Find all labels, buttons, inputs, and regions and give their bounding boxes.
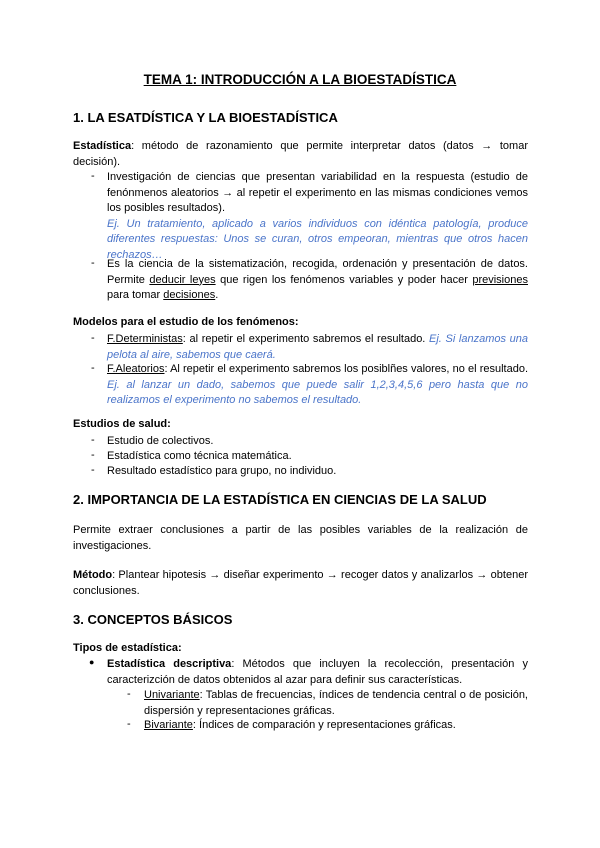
bullet-text: : al repetir el experimento sabremos el resultado. [182,333,430,345]
bullet-text: Es la ciencia de la sistematización, recogida, ordenación y presentación de datos. Permite [107,258,528,286]
list-item: Estudio de colectivos. [107,435,214,447]
bullet-text: Investigación de ciencias que presentan variabilidad en la respuesta (estudio de fenónmenos aleatorios → al repetir el experimento en las mismas condiciones vemos los posibles resultados). [107,171,528,214]
dash-marker: - [91,170,95,182]
underlined-term: deducir leyes [149,273,216,286]
list-item [144,718,528,734]
underlined-term: previsiones [472,273,528,286]
list-item: Estadística como técnica matemática. [107,450,292,462]
bullet-text: que rigen los fenómenos variables y poder hacer [215,273,473,286]
health-heading-text: Estudios de salud [73,418,168,430]
dash-marker: - [127,688,131,700]
dash-marker: - [91,464,95,476]
types-heading: Tipos de estadística: [73,642,182,654]
paragraph: Permite extraer conclusiones a partir de las posibles variables de la realización de investigaciones. [73,524,528,552]
descriptive-term: Estadística descriptiva [107,658,232,670]
example-text: Ej. Un tratamiento, aplicado a varios individuos con idéntica patología, produce diferentes respuestas: Unos se curan, otros empeoran, mientras que otros hacen rechazos… [107,217,528,261]
dash-marker: - [91,362,95,374]
bullet-dot: ● [89,657,95,667]
bullet-text: para tomar [107,289,164,301]
section-3-heading: 3. CONCEPTOS BÁSICOS [73,612,233,627]
dash-marker: - [91,449,95,461]
models-heading: Modelos para el estudio de los fenómenos: [73,316,299,328]
underlined-term: F.Aleatorios [107,363,165,375]
method-text: : Plantear hipotesis → diseñar experimento → recoger datos y analizarlos → obtener conclusiones. [73,569,528,597]
section-1-heading: 1. LA ESATDÍSTICA Y LA BIOESTADÍSTICA [73,110,338,125]
underlined-term: Univariante [144,689,200,701]
bullet-text: : Tablas de frecuencias, índices de tendencia central o de posición, dispersión y representaciones gráficas. [144,689,528,717]
bullet-text: : Índices de comparación y representaciones gráficas. [192,719,456,731]
list-item [107,257,528,304]
dash-marker: - [91,257,95,269]
list-item [107,362,528,409]
method-paragraph [73,568,528,599]
estadistica-definition-text: : método de razonamiento que permite interpretar datos (datos → tomar decisión). [73,140,528,168]
underlined-term: Bivariante [144,719,193,731]
bullet-text: : Al repetir el experimento sabremos los posiblñes valores, no el resultado. [164,363,528,375]
section-2-heading: 2. IMPORTANCIA DE LA ESTADÍSTICA EN CIENCIAS DE LA SALUD [73,492,487,507]
example-text: Ej. al lanzar un dado, sabemos que puede salir 1,2,3,4,5,6 pero hasta que no realizamos el experimento no sabemos el resultado. [107,378,528,406]
bullet-text: . [215,289,219,301]
list-item [107,657,528,688]
health-heading: Estudios de salud: [73,418,171,430]
models-heading-text: Modelos para el estudio de los fenómenos [73,316,295,328]
underlined-term: decisiones [163,289,216,301]
list-item [144,688,528,719]
dash-marker: - [91,332,95,344]
list-item [107,332,528,363]
dash-marker: - [127,718,131,730]
list-item [107,170,528,263]
estadistica-definition [73,139,528,170]
underlined-term: F.Deterministas [107,333,183,345]
estadistica-term: Estadística [73,140,132,152]
method-term: Método [73,569,113,581]
dash-marker: - [91,434,95,446]
bullet-text: : Métodos que incluyen la recolección, presentación y caracterizción de datos obtenidos al azar para definir sus características. [107,658,528,686]
document-title: TEMA 1: INTRODUCCIÓN A LA BIOESTADÍSTICA [143,72,457,87]
example-text: Ej. Si lanzamos una pelota al aire, sabemos que caerá. [107,333,528,361]
list-item: Resultado estadístico para grupo, no individuo. [107,465,337,477]
